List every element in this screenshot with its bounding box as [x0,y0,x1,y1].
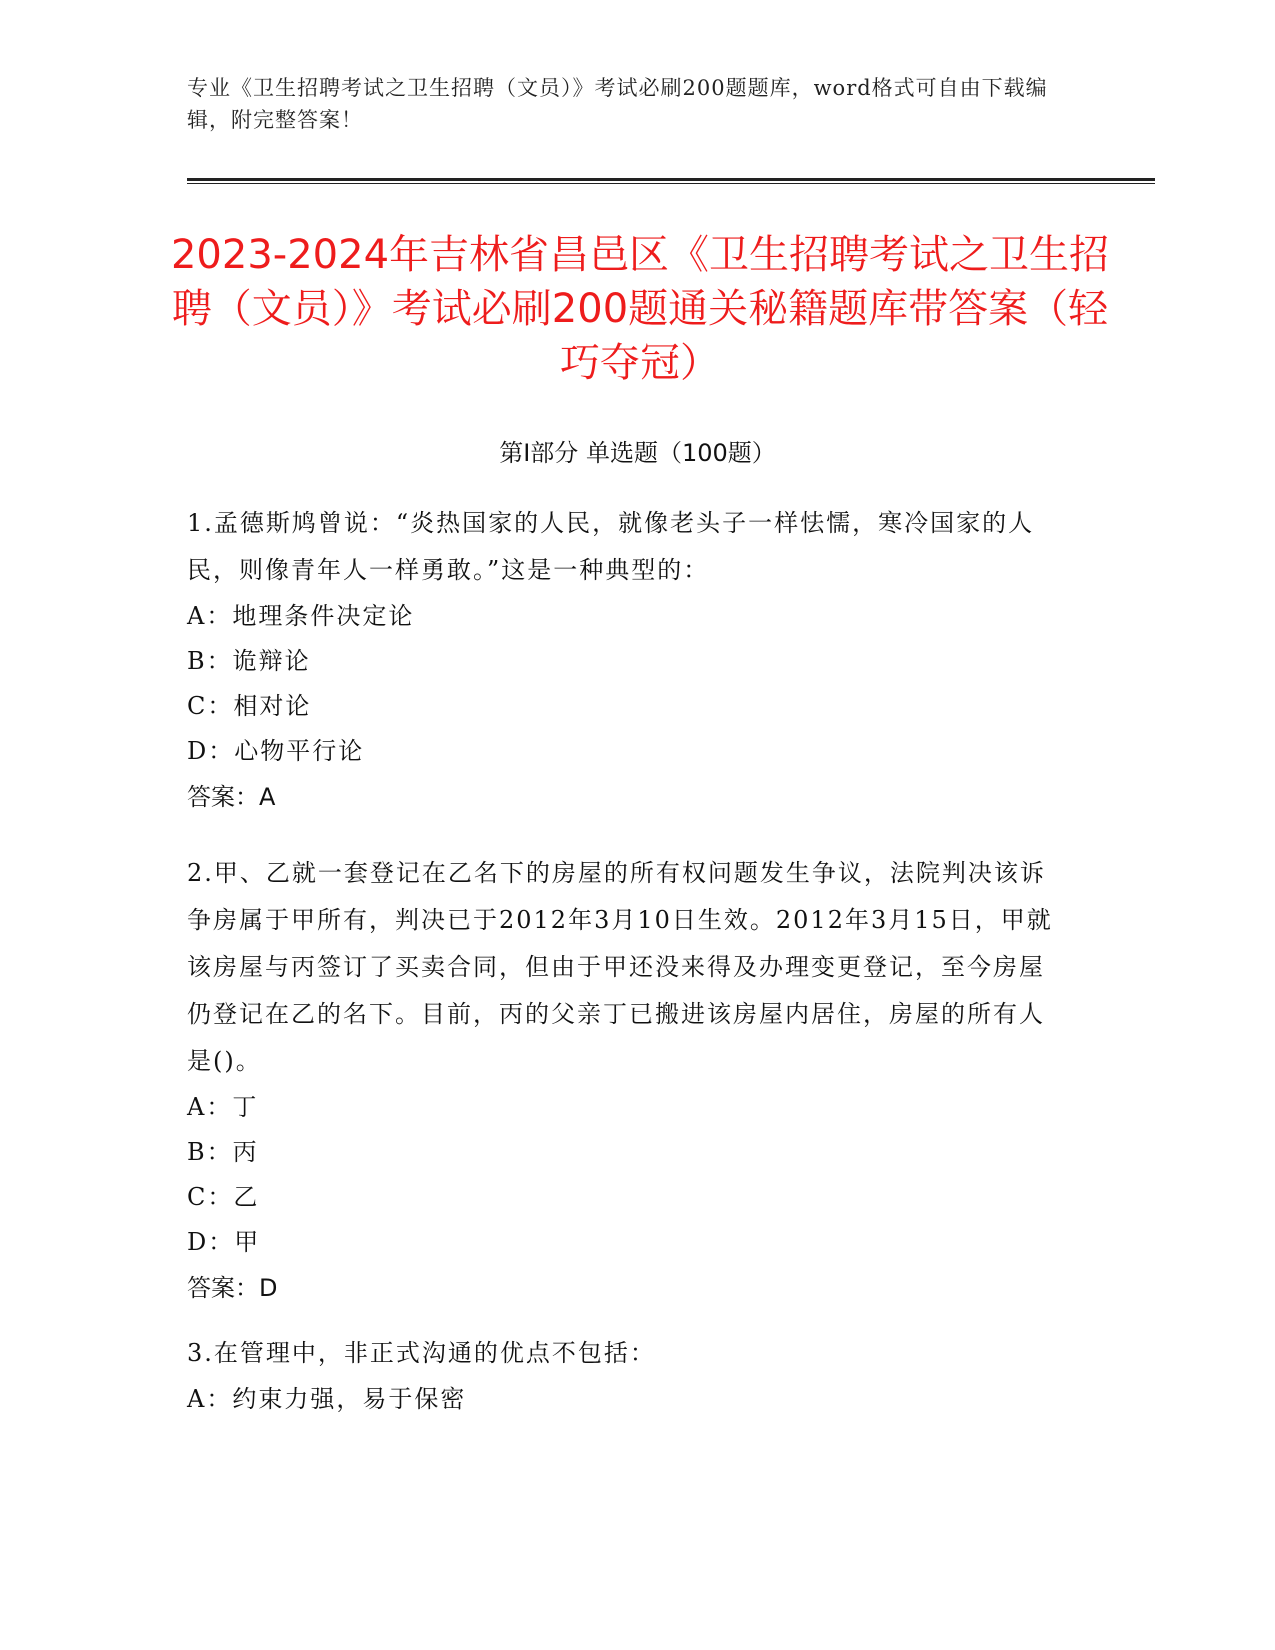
document-title: 2023-2024年吉林省昌邑区《卫生招聘考试之卫生招聘（文员）》考试必刷200题通关秘籍题库带答案（轻巧夺冠） [170,232,1110,386]
question-3 [187,1330,1067,1422]
header-note: 专业《卫生招聘考试之卫生招聘（文员）》考试必刷200题题库，word格式可自由下载编辑，附完整答案！ [187,76,1048,132]
question-stem: 2.甲、乙就一套登记在乙名下的房屋的所有权问题发生争议，法院判决该诉争房属于甲所有，判决已于2012年3月10日生效。2012年3月15日，甲就该房屋与丙签订了买卖合同，但由于甲还没来得及办理变更登记，至今房屋仍登记在乙的名下。目前，丙的父亲丁已搬进该房屋内居住，房屋的所有人是()。 [187,859,1053,1075]
option-b: B：丙 [187,1138,259,1166]
question-1 [187,500,1067,820]
option-a: A：丁 [187,1093,259,1121]
option-d: D：甲 [187,1228,261,1256]
question-stem: 3.在管理中，非正式沟通的优点不包括： [187,1339,656,1367]
option-d: D：心物平行论 [187,737,365,765]
option-c: C：乙 [187,1183,260,1211]
option-b: B：诡辩论 [187,647,311,675]
option-c: C：相对论 [187,692,312,720]
question-stem: 1.孟德斯鸠曾说：“炎热国家的人民，就像老头子一样怯懦，寒冷国家的人民，则像青年人一样勇敢。”这是一种典型的： [187,509,1035,584]
option-a: A：地理条件决定论 [187,602,415,630]
answer: 答案：A [187,783,276,811]
question-2 [187,850,1067,1311]
answer: 答案：D [187,1274,278,1302]
option-a: A：约束力强，易于保密 [187,1385,467,1413]
section-title: 第I部分 单选题（100题） [499,439,776,467]
header-divider [187,178,1155,184]
